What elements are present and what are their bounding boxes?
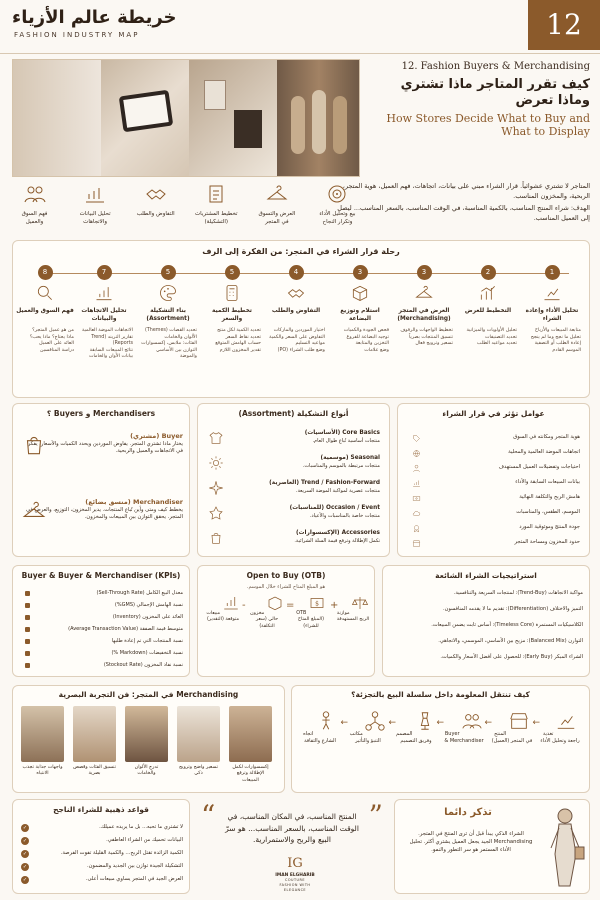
brand-logo — [272, 855, 318, 892]
step-bullet: من هو عميل المتجر؟ — [32, 328, 74, 334]
journey-step — [395, 265, 453, 348]
journey-step — [203, 265, 261, 354]
store-icon — [508, 710, 530, 732]
buyer-text: يختار ماذا تشتري المتجر. يفاوض الموردين ويحدد الكميات والأسعار. يفكر في الاتجاهات والعميل والربحية. — [27, 440, 183, 454]
flow-label: بيع وتحليل الأداء وتكرار النجاح — [319, 211, 356, 225]
bullet-icon — [25, 615, 30, 620]
arrow-left-icon: ← — [436, 718, 444, 728]
otb-label: OTB (المبلغ المتاح للشراء) — [296, 611, 325, 629]
step-title: استلام وتوزيع البضاعة — [340, 308, 380, 322]
kpi-row — [25, 626, 183, 633]
merch-caption: تدرج الألوان والخامات — [134, 765, 159, 777]
chain-title: كيف تنتقل المعلومة داخل سلسلة البيع بالتجزئة؟ — [351, 690, 530, 699]
otb-item — [250, 594, 284, 630]
otb-formula — [206, 594, 370, 669]
journey-title: رحلة قرار الشراء في المتجر: من الفكرة إلى الرف — [202, 247, 400, 256]
chain-label: المصمم وفريق التصميم — [396, 731, 432, 744]
arrow-left-icon: ← — [388, 718, 396, 728]
step-number: 8 — [38, 265, 53, 280]
assortment-row — [208, 480, 380, 504]
hero-photo-mannequins — [277, 60, 360, 177]
globe-icon — [412, 449, 421, 458]
step-bullet: دراسة المنافسين — [39, 347, 74, 353]
money-icon — [412, 494, 421, 503]
buyers-merchandisers-card — [12, 403, 190, 557]
sun-icon — [208, 455, 224, 471]
step-bullet: الاتجاهات الموضة العالمية — [81, 328, 133, 334]
chart-icon — [412, 479, 421, 488]
assortment-label: Trend / Fashion-Forward (العاصرية) — [269, 480, 380, 486]
assortment-row — [208, 455, 380, 479]
box-icon — [350, 283, 370, 303]
people-icon — [461, 710, 483, 732]
rule-text: لا تشتري ما تحبه... بل ما يريده عميلك. — [99, 824, 183, 830]
analytics-icon — [555, 710, 577, 732]
assortment-title: أنواع التشكيلة (Assortment) — [238, 409, 349, 418]
step-bullet: التوازن بين الأساسي والموضة — [156, 347, 197, 359]
merch-caption: تسعير واضح وترويج ذكي — [179, 765, 218, 777]
step-bullet: تقدير المخزون اللازم — [219, 347, 261, 353]
step-title: العرض في المتجر (Merchandising) — [397, 308, 451, 322]
assortment-row — [208, 505, 380, 529]
arrow-left-icon: ← — [340, 718, 348, 728]
buyers-card-title: Merchandisers و Buyers ؟ — [46, 409, 156, 418]
step-bullet: فحص الجودة والكميات — [343, 328, 389, 334]
bag-icon — [208, 530, 224, 546]
svg-text:$: $ — [314, 600, 319, 608]
checkmark-icon: ✓ — [22, 825, 28, 831]
hanger-icon — [265, 182, 289, 206]
factor-row — [408, 509, 580, 522]
title-block — [372, 58, 590, 181]
step-bullet: تقارير التريند (Trend Reports) — [91, 334, 133, 347]
sparkle-icon — [208, 480, 224, 496]
tag-icon — [412, 434, 421, 443]
step-number: 5 — [225, 265, 240, 280]
checkmark-icon: ✓ — [22, 877, 28, 883]
remember-card — [394, 799, 590, 894]
brand-name: IMAN ELGHARIB — [275, 872, 315, 878]
factor-row — [408, 479, 580, 492]
factor-row — [408, 464, 580, 477]
step-bullet: متابعة المبيعات والأرباح — [534, 328, 581, 334]
intro-text — [330, 181, 590, 239]
hanger-icon — [21, 498, 47, 524]
rules-title: قواعد ذهبية للشراء الناجح — [53, 805, 149, 814]
flow-step — [12, 182, 57, 236]
flow-label: تخطيط المشتريات (التشكيلة) — [194, 211, 238, 225]
step-bullet: تحديد التصنيفات — [484, 334, 517, 340]
step-bullet: تحليل الأولويات والميزانية — [466, 328, 517, 334]
bullet-icon — [25, 603, 30, 608]
tablet-icon — [119, 90, 174, 133]
factor-text: حدود المخزون ومساحة المتجر — [514, 539, 580, 545]
otb-label: موازنة الربح المستهدفة — [336, 611, 370, 623]
arabic-title: كيف تقرر المتاجر ماذا تشتري وماذا تعرض — [400, 76, 590, 108]
kpi-row — [25, 590, 183, 597]
hanger-icon — [414, 283, 434, 303]
kpi-text: نسبة التخفيضات (Markdown %) — [111, 650, 183, 656]
mannequin-icon — [333, 96, 347, 154]
bullet-icon — [25, 639, 30, 644]
handshake-icon — [286, 283, 306, 303]
step-bullet: تخطيط الواجهات والرفوف — [400, 328, 453, 334]
hero-photo-boutique — [13, 60, 101, 177]
step-bullet: تحديد مواعيد الطلب — [476, 341, 517, 347]
otb-label: مبيعات متوقعة (التقدير) — [206, 611, 240, 623]
kpi-title: Buyer & Buyer & Merchandiser (KPIs) — [21, 571, 181, 580]
arrow-left-icon: ← — [532, 718, 540, 728]
plus-operator: + — [330, 600, 339, 611]
store-window-photo — [21, 706, 64, 762]
kpi-row — [25, 602, 183, 609]
journey-step — [459, 265, 517, 348]
money-icon — [308, 594, 326, 612]
step-title: فهم السوق والعميل — [16, 308, 74, 315]
palette-icon — [158, 283, 178, 303]
chain-label: اتجاه الشارع والثقافة — [303, 731, 336, 744]
merch-caption: إكسسوارات لكمل الإطلالة وترفع المبيعات — [232, 765, 269, 783]
step-title: تحليل الاتجاهات والبيانات — [81, 308, 127, 322]
chain-step — [491, 710, 533, 745]
mannequin-icon — [414, 710, 436, 732]
otb-title: Open to Buy (OTB) — [246, 571, 326, 580]
step-number: 2 — [481, 265, 496, 280]
otb-item — [294, 594, 328, 630]
golden-rules-card — [12, 799, 190, 894]
person-icon — [412, 464, 421, 473]
otb-label: مخزون حالي (سعر التكلفة) — [250, 611, 279, 629]
kpi-text: العائد على المخزون (Inventory) — [112, 614, 183, 620]
kpi-card — [12, 565, 190, 677]
bars-icon — [94, 283, 114, 303]
fabric-swatch-icon — [234, 110, 262, 148]
hero-photo-strip — [12, 59, 360, 177]
step-bullet: مواعيد التسليم — [295, 341, 325, 347]
factor-row — [408, 524, 580, 537]
merchandiser-title: Merchandiser (منسق بضائع) — [85, 498, 183, 506]
bullet-icon — [25, 627, 30, 632]
bullet-icon — [25, 663, 30, 668]
merchandiser-text: يخطط كيف ومتى وأين تُباع المنتجات. يدير المخزون، التوزيع، والعرض في المتجر. يحقق التوازن بين المبيعات والمخزون. — [26, 506, 183, 520]
bullet-icon — [25, 651, 30, 656]
kpi-text: معدل البيع الكامل (Sell-Through Rate) — [96, 590, 183, 596]
step-bullet: التخزين والمتابعة — [355, 341, 389, 347]
remember-text: الشراء الذكي يبدأ قبل أن ترى المنتج في المتجر. Merchandising الجيد يجعل العميل يشتري أكثر. تحليل الأداء المستمر هو سر التطور والنمو. — [409, 831, 533, 854]
factor-row — [408, 434, 580, 447]
merchandising-title: Merchandising في المتجر: فن التجربة البصرية — [58, 690, 239, 699]
step-title: التخطيط للعرض — [464, 308, 512, 315]
step-bullet: الفئات: ملابس، إكسسوارات — [141, 341, 197, 347]
flow-step — [133, 182, 178, 236]
step-bullet: اختيار الموردين والماركات — [273, 328, 325, 334]
section-number-badge: 12 — [528, 0, 600, 50]
calculator-icon — [222, 283, 242, 303]
assortment-text: منتجات أساسية تُباع طوال العام. — [312, 437, 380, 444]
search-icon — [35, 283, 55, 303]
chart-icon — [83, 182, 107, 206]
shirt-icon — [208, 430, 224, 446]
hero-photo-moodboard — [189, 60, 277, 177]
otb-item — [206, 594, 240, 624]
logo-arabic: خريطة عالم الأزياء — [12, 7, 177, 28]
chain-label: تغذية راجعة وتحليل الأداء — [540, 731, 580, 744]
hero-photo-tablet — [101, 60, 189, 177]
assortment-row — [208, 530, 380, 554]
assortment-text: تكمل الإطلالة وترفع قيمة السلة الشرائية. — [294, 537, 380, 544]
scale-icon — [351, 594, 369, 612]
merch-caption: تنسيق الفئات وقصص بصرية — [73, 765, 116, 777]
checkmark-icon: ✓ — [22, 838, 28, 844]
kpi-row — [25, 650, 183, 657]
rule-row — [21, 850, 183, 857]
flow-label: العرض والتسوق في المتجر — [258, 211, 296, 225]
checkmark-icon: ✓ — [22, 864, 28, 870]
kpi-text: نسبة نفاذ المخزون (Stockout Rate) — [103, 662, 183, 668]
chain-label: Buyer & Merchandiser — [444, 731, 484, 744]
quote-close-icon: ” — [368, 799, 383, 832]
mannequin-icon — [291, 96, 305, 154]
analytics-icon — [542, 283, 562, 303]
step-number: 3 — [353, 265, 368, 280]
assortment-label: Occasion / Event (للمناسبات) — [289, 505, 380, 511]
strategies-title: استراتيجيات الشراء الشائعة — [435, 571, 537, 580]
step-bullet: ماذا يحتاج؟ ماذا يحب؟ — [29, 334, 74, 340]
journey-step — [331, 265, 389, 354]
rule-text: الكمية الزائدة تقتل الربح... والكمية القليلة تفوت الفرصة. — [60, 850, 183, 856]
remember-title: تذكر دائما — [444, 807, 492, 818]
journey-step — [267, 265, 325, 354]
assortment-text: منتجات خاصة بالمناسبات والأعياد. — [309, 512, 380, 519]
kpi-row — [25, 662, 183, 669]
mannequin-icon — [312, 90, 326, 154]
step-bullet: وضع علامات — [364, 347, 389, 353]
color-rack-photo — [125, 706, 168, 762]
growth-icon — [478, 283, 498, 303]
minus-operator: - — [242, 600, 246, 611]
assortment-label: Accessories (الإكسسوارات) — [296, 530, 380, 536]
chain-label: مكاتب التنبؤ والتأثير — [349, 731, 381, 744]
brand-monogram: IG — [287, 856, 303, 871]
chain-step — [443, 710, 485, 745]
step-bullet: توجيه البضاعة للفروع — [346, 334, 389, 340]
factor-row — [408, 494, 580, 507]
step-bullet: بيانات الأوان والخامات — [88, 353, 133, 359]
sales-icon — [222, 594, 240, 612]
step-title: التفاوض والطلب — [271, 308, 321, 315]
step-title: تحليل الأداء وإعادة الشراء — [525, 308, 579, 322]
step-bullet: تحليل ما نجح وما لم ينجح — [530, 334, 581, 340]
assortment-row — [208, 430, 380, 454]
target-icon — [325, 182, 349, 206]
kpi-text: متوسط قيمة الصفقة (Average Transaction Value) — [68, 626, 183, 632]
flow-step — [315, 182, 360, 236]
step-title: بناء التشكيلة (Assortment) — [146, 308, 190, 322]
kpi-text: نسبة المنتجات التي تم إعادة طلبها — [111, 638, 183, 644]
merchandiser-role — [21, 498, 183, 521]
flow-step — [73, 182, 118, 236]
otb-item — [336, 594, 370, 624]
brand-subtitle: COUTURE — [284, 878, 306, 883]
step-bullet: تحديد نقاط السعر — [225, 334, 261, 340]
step-bullet: الألوان والخامات — [164, 334, 197, 340]
step-number: 7 — [97, 265, 112, 280]
step-number: 4 — [289, 265, 304, 280]
factor-row — [408, 539, 580, 552]
chain-step — [299, 710, 341, 745]
retail-chain-card — [291, 685, 590, 793]
step-bullet: تسعير وترويج فعال — [415, 341, 453, 347]
step-bullet: حساب الهامش المتوقع — [215, 341, 261, 347]
merchandising-card — [12, 685, 285, 793]
quote-text: المنتج المناسب، في المكان المناسب، في الوقت المناسب، بالسعر المناسب... هو سرّ البيع والربح والاستمرارية. — [225, 812, 359, 845]
brand-tagline: FASHION WITH ELEGANCE — [279, 883, 311, 892]
journey-step — [139, 265, 197, 360]
flow-label: تحليل البيانات والاتجاهات — [79, 211, 111, 225]
rule-text: التشكيلة الجيدة توازن بين الجديد والمضمون. — [86, 863, 183, 869]
rule-row — [21, 837, 183, 844]
factor-text: جودة المنتج وموثوقية المورد — [519, 524, 580, 530]
assortment-label: Seasonal (موسمية) — [320, 455, 380, 461]
buyer-title: Buyer (مشتري) — [130, 432, 183, 440]
strategies-card — [382, 565, 590, 677]
step-number: 5 — [161, 265, 176, 280]
sketch-icon — [204, 80, 226, 110]
bullet-icon — [25, 591, 30, 596]
merch-caption: واجهات جذابة تجذب الانتباه — [22, 765, 63, 777]
strategy-row: مواكبة الاتجاهات (Trend-Buy): لمنتجات السريعة والتنافسية. — [453, 590, 583, 596]
strategy-row: الكلاسيكيات المستمرة (Timeless Core): أساس ثابت يضمن المبيعات. — [431, 622, 583, 628]
step-bullet: العائد على العميل — [39, 341, 74, 347]
kpi-row — [25, 638, 183, 645]
rule-row — [21, 876, 183, 883]
factor-text: الموسم، الطقس، والمناسبات — [516, 509, 580, 515]
flow-label: فهم السوق والعميل — [21, 211, 48, 225]
rule-row — [21, 863, 183, 870]
step-title: تخطيط الكمية والسعر — [212, 308, 252, 322]
goal-paragraph: الهدف: شراء المنتج المناسب، بالكمية المناسبة، في الوقت المناسب، بالسعر المناسب... ليصل إلى العميل المناسب. — [337, 204, 590, 223]
journey-step — [16, 265, 74, 354]
star-icon — [208, 505, 224, 521]
english-subtitle: How Stores Decide What to Buy and What to Display — [386, 112, 590, 138]
factor-text: هوية المتجر ومكانته في السوق — [513, 434, 580, 440]
step-bullet: الموسم القادم — [552, 347, 581, 353]
kpi-row — [25, 614, 183, 621]
process-icon-flow — [12, 182, 360, 236]
person-icon — [315, 710, 337, 732]
step-bullet: التفاوض على السعر والكمية — [269, 334, 325, 340]
factor-text: بيانات المبيعات السابقة والأداء — [515, 479, 580, 485]
page-header — [0, 0, 600, 54]
clipboard-icon — [204, 182, 228, 206]
intro-paragraph: المتاجر لا تشتري عشوائياً. قرار الشراء مبني على بيانات، اتجاهات، فهم العميل، هوية المتجر، الربحية، والمخزون المناسب. — [342, 182, 590, 201]
step-bullet: وضع طلب الشراء (PO) — [277, 347, 325, 353]
buying-factors-card — [397, 403, 590, 557]
rule-row — [21, 824, 183, 831]
buying-journey-section — [12, 240, 590, 398]
step-bullet: تحديد القصات (Themes) — [144, 328, 197, 334]
accessories-photo — [229, 706, 272, 762]
flow-step — [254, 182, 299, 236]
pricing-display-photo — [177, 706, 220, 762]
fashion-model-illustration-icon — [541, 804, 587, 893]
step-bullet: تنسيق المنتجات بصرياً — [408, 334, 453, 340]
quote-open-icon: “ — [201, 799, 216, 832]
flow-label: التفاوض والطلب — [136, 211, 175, 218]
journey-step — [523, 265, 581, 354]
journey-step — [75, 265, 133, 360]
weather-icon — [412, 509, 421, 518]
quote-block — [197, 799, 387, 894]
step-bullet: نتائج المبيعات السابقة — [89, 347, 133, 353]
factors-title: عوامل تؤثر في قرار الشراء — [442, 409, 545, 418]
step-number: 1 — [545, 265, 560, 280]
assortment-label: Core Basics (الأساسيات) — [304, 430, 380, 436]
factor-text: اتجاهات الموضة العالمية والمحلية — [508, 449, 580, 455]
handshake-icon — [144, 182, 168, 206]
shopping-bag-icon — [21, 432, 47, 458]
equals-operator: = — [286, 600, 295, 611]
store-icon — [412, 539, 421, 548]
chain-step — [395, 710, 437, 745]
otb-subtitle: هو المبلغ المتاح للشراء خلال الموسم. — [246, 584, 326, 591]
checkmark-icon: ✓ — [22, 851, 28, 857]
strategy-row: التميز والاختلاف (Differentiation): تقديم ما لا يقدمه المنافسون. — [443, 606, 583, 612]
arrow-left-icon: ← — [484, 718, 492, 728]
strategy-row: الشراء المبكر (Early Buy): للحصول على أفضل الأسعار والكميات. — [440, 654, 583, 660]
kpi-text: نسبة الهامش الإجمالي (GMS%) — [114, 602, 183, 608]
rule-text: البيانات تحميك من الشراء العاطفي. — [106, 837, 183, 843]
step-bullet: إعادة الطلب أو التصفية — [534, 341, 581, 347]
assortment-types-card — [197, 403, 390, 557]
assortment-text: منتجات مرتبطة بالموسم والمناسبات. — [302, 462, 380, 469]
stock-icon — [266, 594, 284, 612]
rule-text: العرض الجيد في المتجر يساوي مبيعات أعلى. — [85, 876, 183, 882]
flow-step — [194, 182, 239, 236]
factor-text: هامش الربح والتكلفة النهائية — [519, 494, 580, 500]
quality-icon — [412, 524, 421, 533]
category-display-photo — [73, 706, 116, 762]
factor-text: احتياجات وتفضيلات العميل المستهدف — [498, 464, 580, 470]
factor-row — [408, 449, 580, 462]
buyer-role — [21, 432, 183, 455]
step-number: 3 — [417, 265, 432, 280]
chain-label: المنتج في المتجر (العميل) — [491, 731, 533, 744]
strategy-row: التوازن (Balanced Mix): مزيج بين الأساسي، الموسمي، والاتجاهي. — [438, 638, 583, 644]
otb-card — [197, 565, 375, 677]
people-icon — [23, 182, 47, 206]
english-title: 12. Fashion Buyers & Merchandising — [401, 61, 590, 72]
logo-english: FASHION INDUSTRY MAP — [14, 31, 140, 39]
step-bullet: تحديد الكمية لكل منتج — [217, 328, 261, 334]
chain-step — [539, 710, 581, 745]
chain-step — [347, 710, 389, 745]
network-icon — [364, 710, 386, 732]
assortment-text: منتجات عصرية لمواكبة الموضة السريعة. — [295, 487, 380, 494]
